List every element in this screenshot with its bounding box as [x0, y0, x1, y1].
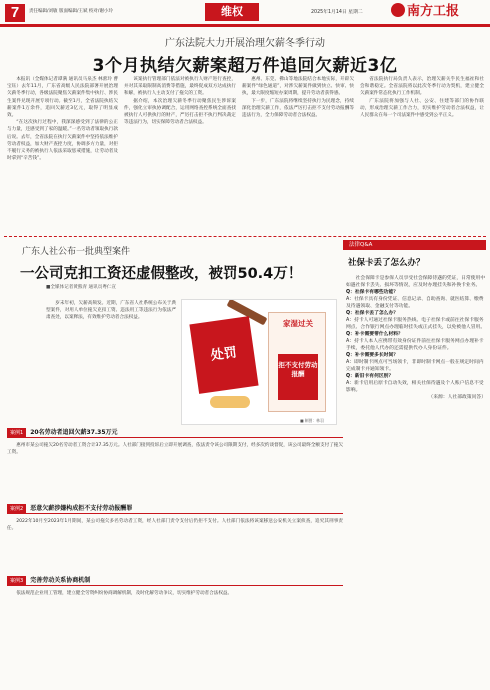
- lead-column-4: [360, 76, 484, 233]
- paragraph: 广东法院将加强与人社、公安、住建等部门的协作联动，形成治理欠薪工作合力，切实维护劳动者合法权益，让人民群众在每一个司法案件中感受到公平正义。: [360, 98, 484, 119]
- law-qa-source: （来源：人社部政策问答）: [428, 395, 486, 400]
- logo-text: 南方工报: [407, 4, 460, 19]
- case-tag: 案例3: [7, 576, 26, 586]
- paragraph: 据介绍，本次治理欠薪冬季行动聚焦民生涉诉案件，强化立审执协调配合，运用网络查控系统全面查找被执行人可供执行的财产，严厉打击拒不执行判决裁定等违法行为，切实保障劳动者合法权益。: [124, 98, 236, 126]
- case-heading-1: [7, 428, 343, 438]
- penalty-illustration: [181, 299, 337, 425]
- qa-question: Q：社保卡丢了怎么办？: [346, 311, 399, 316]
- qa-answer: A：社保卡具有身份凭证、信息记录、自助查询、就医结算、缴费及待遇领取、金融支付等功能。: [346, 297, 484, 309]
- paragraph: 下一步，广东法院将继续坚持执行为民理念，持续深化治理欠薪工作，依法严厉打击拒不支付劳动报酬等违法行为，全力保障劳动者合法权益。: [242, 98, 354, 119]
- case-rule: [7, 513, 343, 514]
- qa-answer: A：持卡人本人应携带有效身份证件前往社保卡服务网点办理补卡手续，委托他人代办的还需提供代办人身份证件。: [346, 339, 484, 351]
- punish-stamp: 处罚: [189, 316, 258, 394]
- case-heading-3: [7, 576, 343, 586]
- law-qa-body: [346, 275, 486, 685]
- paragraph: 岁末年初，欠薪高频发。近期，广东省人社系统公布关于典型案件，对用人单位拖欠克扣工资、违法用工等违法行为依法严肃查处，以案释法，有效维护劳动者合法权益。: [46, 301, 176, 321]
- illustration-credit: ■ 制图：林羽: [300, 418, 324, 423]
- labor-kicker: 广东人社公布一批典型案件: [22, 247, 131, 257]
- case-heading-2: [7, 504, 343, 514]
- page-number: 7: [5, 4, 25, 22]
- paragraph: 该案执行管理部门依法对被执行人财产进行查控，并对其采取限制高消费等措施，最终促成双方达成执行和解，被执行人主动支付了拖欠的工资。: [124, 77, 236, 97]
- labor-headline: 一公司克扣工资还虚假整改，被罚50.4万！: [20, 266, 303, 282]
- paragraph: “在这次执行过程中，我深深感受到了法律的公正与力量，还感受到了家的温暖。”一名劳动者领取执行款后说。去年，全省法院在执行欠薪案件中坚持依法维护劳动者权益，加大财产查控力度，协调多方力量，对拒不履行义务的被执行人依法采取惩戒措施，让劳动者及时拿到“辛苦钱”。: [7, 120, 118, 162]
- law-qa-intro: 社会保障卡是参保人员享受社会保障待遇的凭证，日常使用中如遇社保卡丢失、损坏等情况，应及时办理挂失和补换卡业务。: [346, 276, 486, 288]
- issue-date: 2025年1月14日 星期二: [311, 10, 363, 15]
- editor-credits: 责任编辑/刘敏 版面编辑/王斌 校对/谢小玲: [29, 9, 113, 14]
- case-tag: 案例1: [7, 428, 26, 438]
- masthead-rule: [0, 24, 490, 27]
- case-title: 恶意欠薪涉嫌构成拒不支付劳动报酬罪: [30, 505, 133, 512]
- paragraph: 本报讯（全媒体记者谭满 通讯员马泉杰 林蕾玲 曹宝钰）去年11月，广东省高级人民法院部署开展治理欠薪冬季行动，各级法院聚焦欠薪案件集中执行、涉民生案件兑现开展专项行动。截至1月，全省法院执结欠薪案件1万余件，追回欠薪近3亿元，取得了明显成效。: [7, 77, 118, 119]
- case-tag: 案例2: [7, 504, 26, 514]
- section-divider: [4, 236, 486, 237]
- paragraph: 惠州市某公司拖欠20名劳动者工资合计37.35万元。人社部门接到投诉后立即开展调查，依法责令该公司限期支付，经多次约谈督促，该公司最终全额支付了拖欠工资。: [7, 443, 343, 456]
- masthead: [0, 0, 490, 24]
- qa-question: Q：补卡需要带什么材料？: [346, 332, 403, 337]
- qa-question: Q：新旧卡有何区别？: [346, 374, 394, 379]
- paragraph: 惠州、东莞、佛山等地法院结合本地实际，开辟欠薪案件“绿色通道”，对涉欠薪案件做到快立、快审、快执，最大限度缩短办案周期，提升劳动者获得感。: [242, 77, 354, 97]
- paragraph: 2022年10月至2023年1月期间，某公司拖欠多名劳动者工资，经人社部门责令支付后仍拒不支付。人社部门依法将该案移送公安机关立案侦查，追究其刑事责任。: [7, 519, 343, 532]
- coins-icon: [210, 396, 250, 408]
- case-rule: [7, 437, 343, 438]
- newspaper-logo: [391, 2, 459, 22]
- document-title: 家湿过关: [283, 319, 313, 328]
- lead-headline: 3个月执结欠薪案超万件追回欠薪近3亿: [92, 56, 398, 76]
- qa-answer: A：新卡启用后原卡自动失效，相关社保待遇及个人账户信息不受影响。: [346, 381, 484, 393]
- qa-question: Q：社保卡有哪些功能？: [346, 290, 399, 295]
- logo-icon: [391, 3, 405, 17]
- case-rule: [7, 585, 343, 586]
- labor-byline: ■全媒体记者黄熊青 通讯员粤仁宣: [46, 285, 117, 290]
- qa-question: Q：补卡需要多长时间？: [346, 353, 399, 358]
- section-label: 维权: [205, 3, 259, 21]
- lead-column-3: [242, 76, 354, 233]
- law-qa-title: 社保卡丢了怎么办？: [348, 258, 425, 268]
- paragraph: 依法规范企业用工管理，建立健全劳资纠纷协商调解机制，及时化解劳动争议，切实维护劳动者合法权益。: [16, 591, 233, 596]
- case-title: 完善劳动关系协商机制: [30, 577, 91, 584]
- law-qa-bar: 法律Q&A: [343, 240, 486, 250]
- qa-answer: A：持卡人可通过社保卡服务热线、电子社保卡或前往社保卡服务网点、合作银行网点办理临时挂失或正式挂失，以免被他人冒用。: [346, 318, 486, 330]
- lead-column-2: [124, 76, 236, 233]
- lead-column-1: [7, 76, 118, 233]
- lead-kicker: 广东法院大力开展治理欠薪冬季行动: [165, 38, 325, 49]
- case-body-3: [7, 590, 343, 684]
- labor-intro: [46, 300, 176, 424]
- document-label: 拒不支付劳动报酬: [278, 354, 318, 400]
- case-body-2: [7, 518, 343, 572]
- qa-answer: A：即时制卡网点可当场领卡，非即时制卡网点一般在规定时间内完成制卡并通知领卡。: [346, 360, 484, 372]
- case-body-1: [7, 442, 343, 500]
- paragraph: 省法院执行局负责人表示，治理欠薪关乎民生福祉和社会和谐稳定。全省法院将以此次冬季行动为契机，建立健全欠薪案件常态化执行工作机制。: [360, 77, 484, 97]
- case-title: 20名劳动者追回欠薪37.35万元: [30, 429, 118, 436]
